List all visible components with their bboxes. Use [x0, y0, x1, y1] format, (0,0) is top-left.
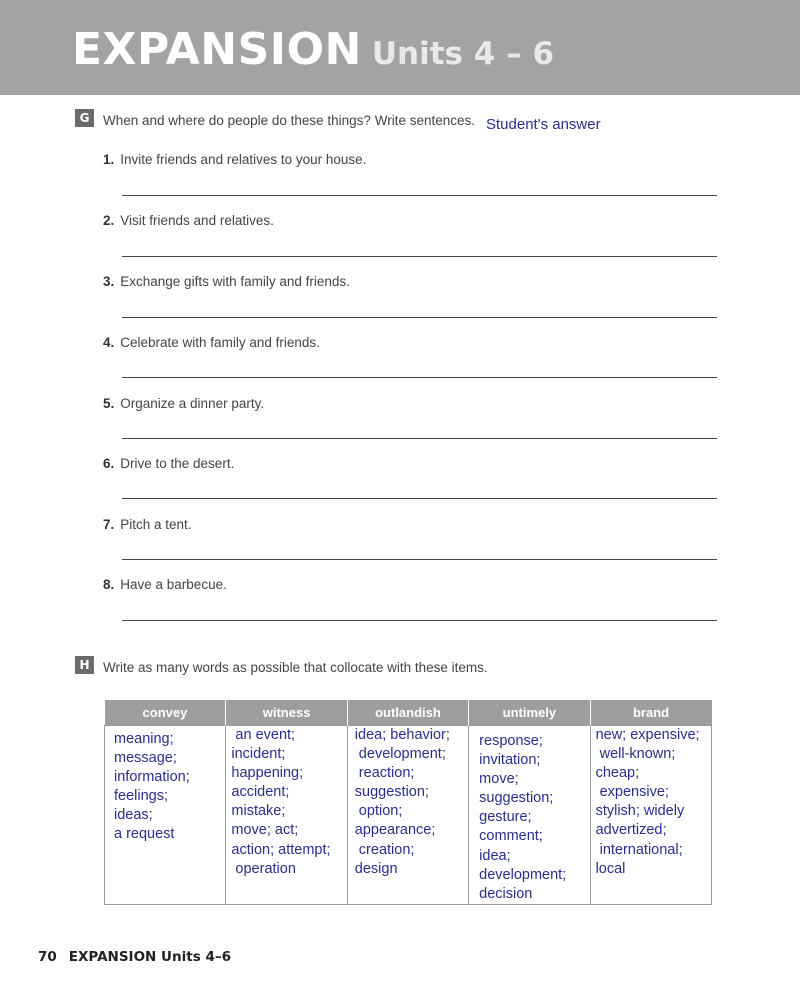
item-text: Invite friends and relatives to your house. — [120, 152, 367, 167]
column-header-witness: witness — [226, 700, 347, 726]
page-footer — [38, 949, 231, 965]
item-text: Celebrate with family and friends. — [120, 335, 320, 350]
answer-line-3[interactable] — [122, 317, 717, 318]
answer-line-4[interactable] — [122, 377, 717, 378]
exercise-item-2 — [103, 213, 274, 228]
student-answer-label: Student's answer — [486, 116, 601, 133]
table-header-row — [105, 700, 712, 726]
item-number: 1. — [103, 152, 115, 167]
item-text: Drive to the desert. — [120, 456, 235, 471]
exercise-item-6 — [103, 456, 234, 471]
item-text: Visit friends and relatives. — [120, 213, 274, 228]
column-header-outlandish: outlandish — [347, 700, 468, 726]
exercise-item-8 — [103, 577, 227, 592]
page-header-band — [0, 0, 800, 95]
item-text: Organize a dinner party. — [120, 396, 265, 411]
table-row — [105, 726, 712, 905]
answer-line-8[interactable] — [122, 620, 717, 621]
answer-cell-untimely[interactable] — [469, 726, 590, 905]
answer-cell-witness[interactable] — [226, 726, 347, 905]
answer-line-6[interactable] — [122, 498, 717, 499]
section-h-badge: H — [75, 656, 94, 674]
item-text: Have a barbecue. — [120, 577, 227, 592]
exercise-item-4 — [103, 335, 320, 350]
exercise-item-7 — [103, 517, 192, 532]
column-header-brand: brand — [590, 700, 711, 726]
page-number: 70 — [38, 949, 57, 965]
answer-text: idea; behavior; development; reaction; suggestion; option; appearance; creation; design — [354, 727, 450, 877]
item-number: 2. — [103, 213, 115, 228]
answer-cell-brand[interactable] — [590, 726, 711, 905]
section-g-instruction: When and where do people do these things? Write sentences. — [103, 113, 475, 128]
item-number: 5. — [103, 396, 115, 411]
answer-line-2[interactable] — [122, 256, 717, 257]
section-g-badge: G — [75, 109, 94, 127]
page-title — [72, 24, 554, 75]
column-header-convey: convey — [105, 700, 226, 726]
item-number: 7. — [103, 517, 115, 532]
title-units: Units 4 – 6 — [371, 36, 555, 72]
answer-line-1[interactable] — [122, 195, 717, 196]
answer-text: meaning; message; information; feelings; ideas; a request — [114, 731, 190, 843]
item-number: 8. — [103, 577, 115, 592]
exercise-item-3 — [103, 274, 350, 289]
item-number: 6. — [103, 456, 115, 471]
answer-cell-outlandish[interactable] — [347, 726, 468, 905]
footer-title: EXPANSION Units 4–6 — [68, 949, 231, 965]
answer-text: an event; incident; happening; accident; mistake; move; act; action; attempt; operation — [231, 727, 331, 877]
answer-text: response; invitation; move; suggestion; gesture; comment; idea; development; decision — [479, 733, 567, 902]
exercise-item-1 — [103, 152, 366, 167]
item-text: Pitch a tent. — [120, 517, 192, 532]
section-h-instruction: Write as many words as possible that collocate with these items. — [103, 660, 488, 675]
item-number: 3. — [103, 274, 115, 289]
answer-line-5[interactable] — [122, 438, 717, 439]
answer-cell-convey[interactable] — [105, 726, 226, 905]
collocation-table — [104, 700, 712, 905]
answer-line-7[interactable] — [122, 559, 717, 560]
answer-text: new; expensive; well-known; cheap; expensive; stylish; widely advertized; international; local — [595, 727, 700, 877]
item-number: 4. — [103, 335, 115, 350]
title-main: EXPANSION — [72, 24, 362, 75]
column-header-untimely: untimely — [469, 700, 590, 726]
item-text: Exchange gifts with family and friends. — [120, 274, 350, 289]
exercise-item-5 — [103, 396, 264, 411]
